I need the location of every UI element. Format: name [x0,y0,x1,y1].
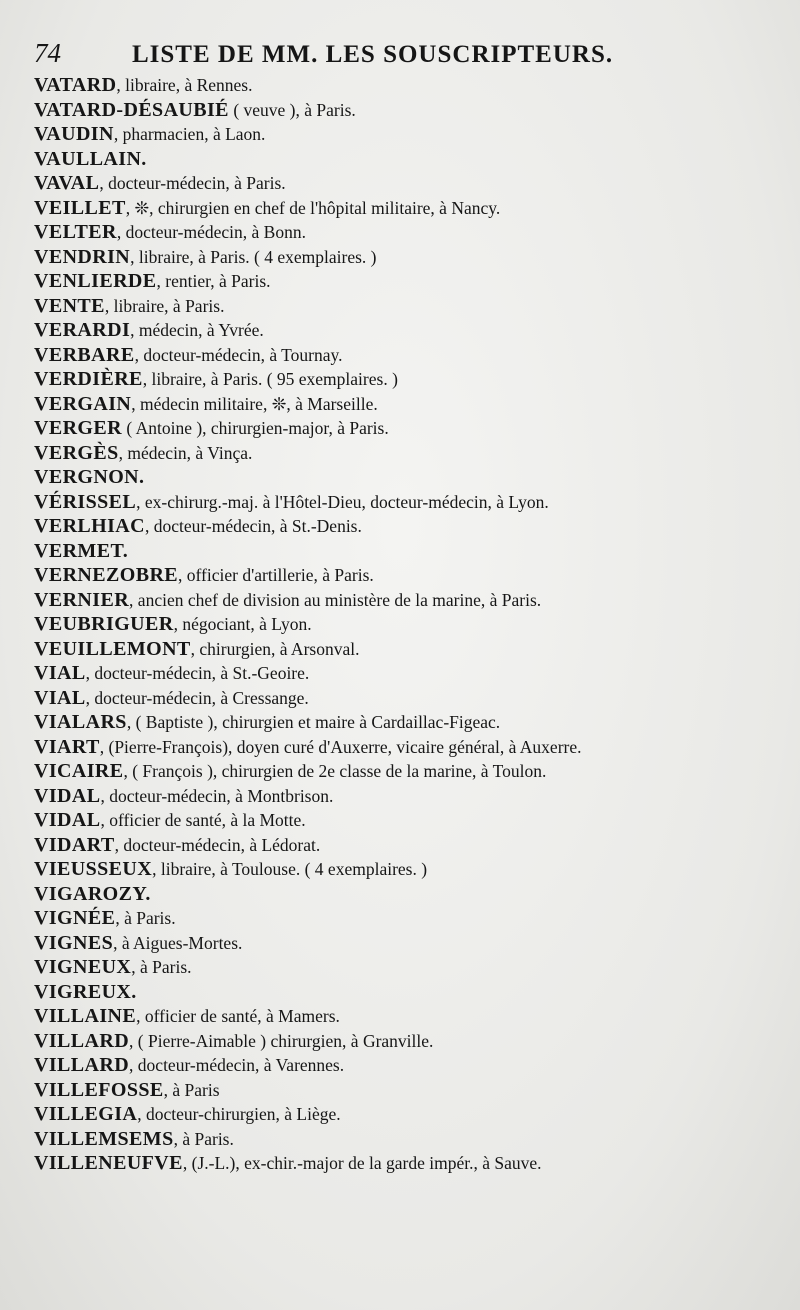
subscriber-list [34,73,784,1176]
subscriber-name: VATARD [34,74,117,96]
subscriber-detail: ( Antoine ), chirurgien-major, à Paris. [121,418,389,438]
list-item [34,612,784,637]
subscriber-name: VIALARS [34,711,127,733]
list-item [34,98,784,123]
list-item [34,563,784,588]
subscriber-name: VIDAL [34,784,101,807]
running-title: LISTE DE MM. LES SOUSCRIPTEURS. [132,41,614,68]
subscriber-detail: , libraire, à Paris. ( 4 exemplaires. ) [130,246,377,267]
list-item [34,416,784,441]
list-item [34,441,784,466]
list-item [34,1078,784,1103]
subscriber-name: VIDAL [34,809,101,831]
list-item [34,1029,784,1054]
subscriber-name: VERGÈS [34,441,119,464]
subscriber-detail: , médecin militaire, ❊, à Marseille. [131,393,378,414]
subscriber-detail: , (J.-L.), ex-chir.-major de la garde impér., à Sauve. [182,1153,542,1173]
subscriber-name: VEUILLEMONT [34,637,191,660]
subscriber-name: VERNEZOBRE [34,564,179,586]
subscriber-detail: , docteur-médecin, à Paris. [99,173,286,193]
subscriber-name: VIART [34,735,100,758]
list-item [34,833,784,858]
subscriber-name: VIGAROZY. [34,882,151,905]
subscriber-detail: , docteur-médecin, à Bonn. [116,222,306,242]
list-item [34,318,784,343]
subscriber-name: VICAIRE [34,760,124,782]
subscriber-name: VIGNEUX [34,956,132,978]
subscriber-name: VERMET. [34,539,129,562]
list-item [34,122,784,147]
list-item [34,343,784,368]
subscriber-detail: , médecin, à Vinça. [118,442,253,463]
subscriber-name: VIDART [34,833,115,856]
subscriber-detail: , ( François ), chirurgien de 2e classe de la marine, à Toulon. [123,761,547,781]
subscriber-name: VILLENEUFVE [34,1152,183,1174]
subscriber-name: VAULLAIN. [34,147,147,170]
subscriber-name: VIGNÉE [34,907,116,929]
subscriber-detail: ( veuve ), à Paris. [228,99,356,120]
list-item [34,73,784,98]
list-item [34,294,784,319]
subscriber-detail: , ancien chef de division au ministère de la marine, à Paris. [129,589,542,610]
subscriber-detail: , docteur-médecin, à Montbrison. [100,785,334,806]
subscriber-detail: , ( Pierre-Aimable ) chirurgien, à Granville. [129,1030,434,1051]
list-item [34,1151,784,1176]
subscriber-detail: , (Pierre-François), doyen curé d'Auxerre, vicaire général, à Auxerre. [99,736,582,757]
subscriber-detail: , docteur-chirurgien, à Liège. [137,1104,341,1124]
subscriber-detail: , officier de santé, à Mamers. [136,1006,340,1026]
list-item [34,490,784,515]
page-number: 74 [34,38,61,68]
subscriber-detail: , officier de santé, à la Motte. [100,810,306,830]
list-item [34,367,784,392]
subscriber-name: VENLIERDE [34,270,157,292]
list-item [34,171,784,196]
list-item [34,882,784,907]
list-item [34,245,784,270]
list-item [34,1102,784,1127]
subscriber-name: VIAL [34,686,86,709]
subscriber-detail: , docteur-médecin, à Varennes. [129,1055,345,1075]
list-item [34,906,784,931]
subscriber-name: VEILLET [34,196,126,219]
subscriber-name: VENDRIN [34,245,131,268]
subscriber-name: VELTER [34,221,117,243]
list-item [34,1004,784,1029]
list-item [34,808,784,833]
subscriber-name: VILLAINE [34,1005,137,1027]
subscriber-name: VERGAIN [34,392,132,415]
subscriber-name: VERBARE [34,343,135,366]
subscriber-name: VIGNES [34,931,114,954]
list-item [34,931,784,956]
list-item [34,735,784,760]
subscriber-detail: , libraire, à Toulouse. ( 4 exemplaires. ) [152,859,428,879]
subscriber-name: VILLEMSEMS [34,1127,174,1150]
subscriber-detail: , médecin, à Yvrée. [130,320,264,340]
subscriber-detail: , rentier, à Paris. [156,271,271,291]
list-item [34,686,784,711]
list-item [34,539,784,564]
subscriber-name: VAVAL [34,172,100,194]
subscriber-name: VERGNON. [34,466,145,488]
subscriber-name: VATARD-DÉSAUBIÉ [34,98,229,121]
list-item [34,637,784,662]
subscriber-name: VENTE [34,294,105,317]
list-item [34,1127,784,1152]
subscriber-detail: , à Paris [163,1079,220,1100]
subscriber-detail: , docteur-médecin, à St.-Denis. [145,516,362,536]
subscriber-detail: , pharmacien, à Laon. [113,124,266,144]
subscriber-detail: , à Aigues-Mortes. [113,932,243,953]
list-item [34,147,784,172]
subscriber-name: VERNIER [34,588,130,611]
subscriber-name: VIAL [34,662,86,684]
subscriber-detail: , libraire, à Paris. [104,295,225,316]
subscriber-name: VÉRISSEL [34,490,137,513]
list-item [34,465,784,490]
subscriber-name: VEUBRIGUER [34,613,174,635]
list-item [34,588,784,613]
subscriber-name: VERLHIAC [34,515,145,537]
list-item [34,857,784,882]
page-header [34,38,774,74]
subscriber-detail: , docteur-médecin, à Tournay. [134,344,343,365]
subscriber-name: VILLEGIA [34,1103,138,1125]
subscriber-detail: , négociant, à Lyon. [173,614,312,634]
subscriber-name: VILLARD [34,1029,130,1052]
subscriber-name: VERDIÈRE [34,368,143,390]
subscriber-detail: , ( Baptiste ), chirurgien et maire à Cardaillac-Figeac. [126,712,501,732]
subscriber-name: VILLARD [34,1054,130,1076]
subscriber-name: VILLEFOSSE [34,1078,164,1101]
subscriber-detail: , ex-chirurg.-maj. à l'Hôtel-Dieu, docteur-médecin, à Lyon. [136,491,549,512]
subscriber-name: VERARDI [34,319,131,341]
subscriber-detail: , chirurgien, à Arsonval. [190,638,360,659]
subscriber-name: VIGREUX. [34,980,137,1003]
list-item [34,980,784,1005]
subscriber-name: VERGER [34,417,122,439]
subscriber-detail: , ❊, chirurgien en chef de l'hôpital militaire, à Nancy. [125,197,501,218]
list-item [34,710,784,735]
subscriber-detail: , officier d'artillerie, à Paris. [178,565,374,585]
subscriber-detail: , libraire, à Paris. ( 95 exemplaires. ) [142,369,398,389]
list-item [34,196,784,221]
subscriber-name: VAUDIN [34,123,114,145]
list-item [34,220,784,245]
subscriber-detail: , docteur-médecin, à Lédorat. [114,834,321,855]
subscriber-detail: , à Paris. [115,908,176,928]
list-item [34,1053,784,1078]
subscriber-name: VIEUSSEUX [34,858,153,880]
list-item [34,661,784,686]
list-item [34,269,784,294]
list-item [34,759,784,784]
list-item [34,514,784,539]
subscriber-detail: , à Paris. [173,1128,234,1149]
subscriber-detail: , libraire, à Rennes. [116,75,253,95]
subscriber-detail: , à Paris. [131,957,192,977]
list-item [34,955,784,980]
subscriber-detail: , docteur-médecin, à St.-Geoire. [85,663,310,683]
list-item [34,392,784,417]
subscriber-detail: , docteur-médecin, à Cressange. [85,687,309,708]
list-item [34,784,784,809]
